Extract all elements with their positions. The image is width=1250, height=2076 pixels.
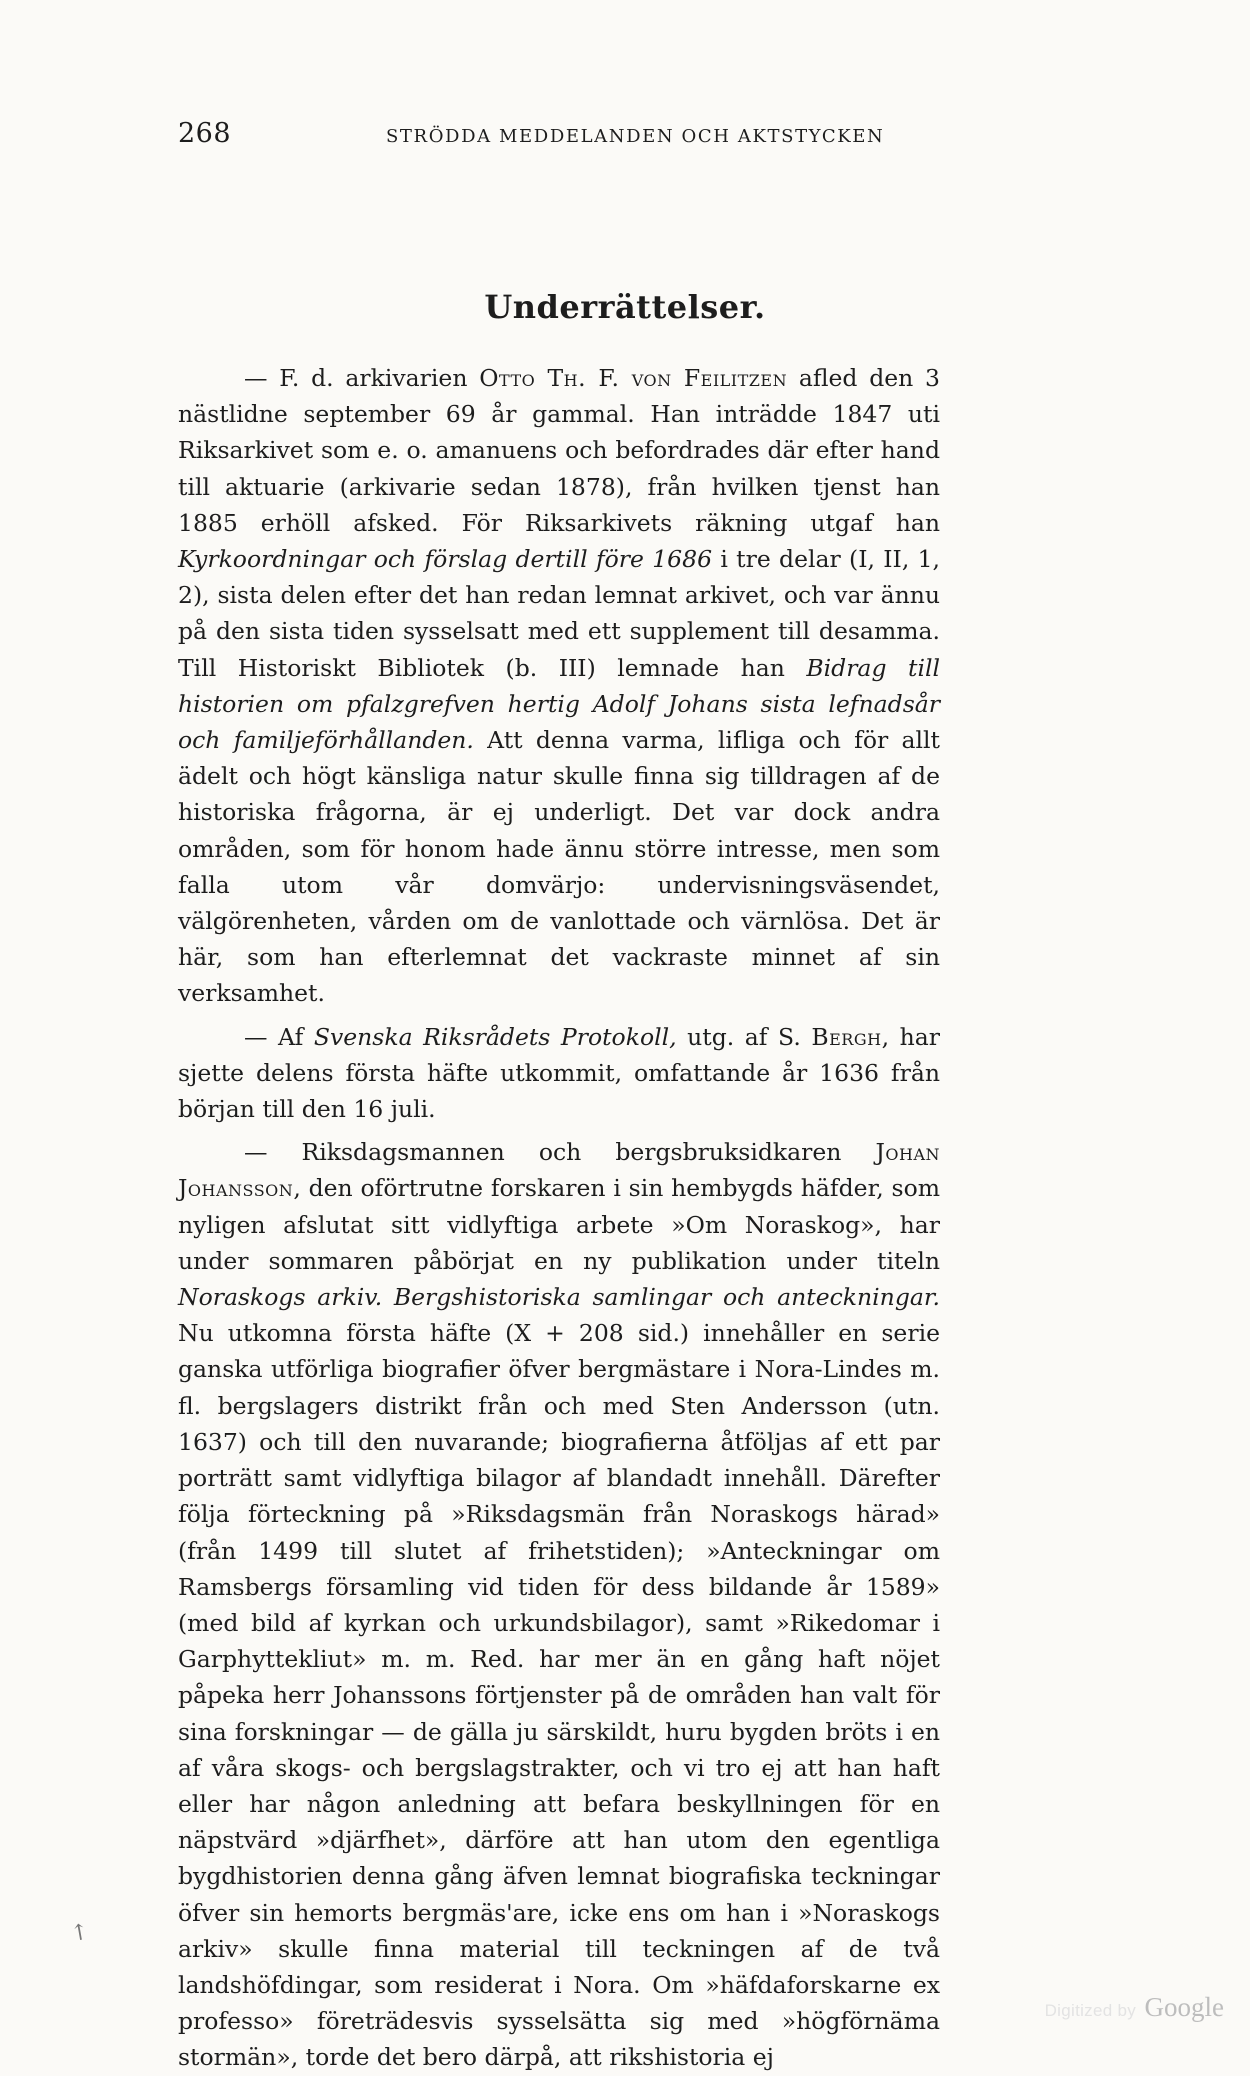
text-run: Nu utkomna första häfte (X + 208 sid.) innehåller en serie ganska utförliga biografier öfver bergmästare i Nora-Lindes m. fl. bergslagers distrikt från och med Sten Andersson (utn. 1637) och till den nuvarande; biografierna åtföljas af ett par porträtt samt vidlyftiga bilagor af blandadt innehåll. Därefter följa förteckning på »Riksdagsmän från Noraskogs härad» (från 1499 till slutet af frihetstiden); »Anteckningar om Ramsbergs församling vid tiden för dess bildande år 1589» (med bild af kyrkan och urkundsbilagor), samt »Rikedomar i Garphyttekliut» m. m. Red. har mer än en gång haft nöjet påpeka herr Johanssons förtjenster på de områden han valt för sina forskningar — de gälla ju särskildt, huru bygden bröts i en af våra skogs- och bergslagstrakter, och vi tro ej att han haft eller har någon anledning att befara beskyllningen för en näpstvärd »djärfhet», därföre att han utom den egentliga bygdhistorien denna gång äfven lemnat biografiska teckningar öfver sin hemorts bergmäs'are, icke ens om han i »Noraskogs arkiv» skulle finna material till teckningen af de två landshöfdingar, som residerat i Nora. Om »häfdaforskarne ex professo» företrädesvis sysselsätta sig med »högförnäma stormän», torde det bero därpå, att rikshistoria ej: [178, 1319, 940, 2072]
text-run: — Riksdagsmannen och bergsbruksidkaren: [244, 1138, 876, 1167]
body-text: [178, 360, 940, 2076]
section-title: Underrättelser.: [484, 288, 766, 326]
italic-title: Kyrkoordningar och förslag dertill före 1686: [178, 545, 713, 574]
text-run: i tre delar (I, II, 1, 2), sista delen efter det han redan lemnat arkivet, och var ännu på den sista tiden sysselsatt med ett supplement till desamma. Till Historiskt Bibliotek (b. III) lemnade han: [178, 545, 940, 682]
watermark-digitized-text: Digitized by: [1044, 2001, 1137, 2020]
scan-mark: ↖: [64, 1916, 94, 1949]
text-run: , har sjette delens första häfte utkommit, omfattande år 1636 från början till den 16 juli.: [178, 1022, 940, 1124]
paragraph: [178, 360, 940, 1012]
person-name: Bergh: [811, 1022, 882, 1051]
person-name: Johan Johansson: [178, 1138, 940, 1203]
text-run: — Af: [244, 1022, 314, 1051]
text-run: , den oförtrutne forskaren i sin hembygds häfder, som nyligen afslutat sitt vidlyftiga arbete »Om Noraskog», har under sommaren påbörjat en ny publikation under titeln: [178, 1174, 940, 1275]
person-name: Otto Th. F. von Feilitzen: [479, 364, 788, 392]
paragraph: [178, 1019, 940, 1128]
page-number: 268: [178, 118, 232, 149]
italic-title: Noraskogs arkiv. Bergshistoriska samlingar och anteckningar.: [178, 1283, 940, 1312]
google-watermark: [1045, 1992, 1224, 2023]
watermark-google-logo: Google: [1144, 1992, 1224, 2022]
running-head: STRÖDDA MEDDELANDEN OCH AKTSTYCKEN: [386, 126, 885, 147]
italic-title: Bidrag till historien om pfalzgrefven hertig Adolf Johans sista lefnadsår och familjeförhållanden.: [178, 653, 940, 755]
text-run: — F. d. arkivarien: [244, 364, 480, 392]
italic-title: Svenska Riksrådets Protokoll,: [313, 1022, 677, 1051]
paragraph: [178, 1134, 940, 2075]
text-run: Att denna varma, lifliga och för allt ädelt och högt känsliga natur skulle finna sig tilldragen af de historiska frågorna, är ej underligt. Det var dock andra områden, som för honom hade ännu större intresse, men som falla utom vår domvärjo: undervisningsväsendet, välgörenheten, vården om de vanlottade och värnlösa. Det är här, som han efterlemnat det vackraste minnet af sin verksamhet.: [178, 726, 940, 1008]
page-header: [178, 118, 938, 158]
text-run: utg. af S.: [676, 1022, 812, 1051]
text-run: afled den 3 nästlidne september 69 år gammal. Han inträdde 1847 uti Riksarkivet som e. o. amanuens och befordrades där efter hand till aktuarie (arkivarie sedan 1878), från hvilken tjenst han 1885 erhöll afsked. För Riksarkivets räkning utgaf han: [178, 364, 940, 537]
